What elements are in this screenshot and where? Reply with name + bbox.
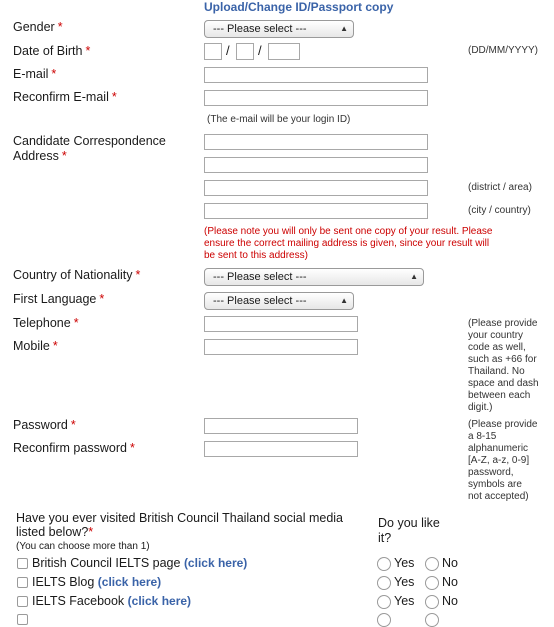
like-no-label: No — [442, 594, 458, 608]
select-arrows-icon: ▲ — [340, 24, 348, 33]
address-line2-input[interactable] — [204, 157, 428, 173]
select-arrows-icon: ▲ — [340, 296, 348, 305]
social-item-label: British Council IELTS page (click here) — [32, 556, 248, 570]
click-here-link[interactable]: (click here) — [97, 575, 162, 589]
reconfirm-email-label: Reconfirm E-mail * — [13, 90, 117, 104]
required-mark: * — [135, 268, 141, 282]
click-here-link[interactable]: (click here) — [127, 594, 192, 608]
like-no-label: No — [442, 575, 458, 589]
note-line: space and dash — [468, 378, 539, 389]
dob-separator: / — [258, 43, 262, 58]
required-mark: * — [57, 20, 63, 34]
login-id-note: (The e-mail will be your login ID) — [207, 114, 351, 125]
dob-day-input[interactable] — [204, 43, 222, 60]
district-hint: (district / area) — [468, 182, 532, 193]
like-question-line1: Do you like — [378, 516, 440, 530]
note-line: [A-Z, a-z, 0-9] — [468, 455, 530, 466]
required-mark: * — [70, 418, 76, 432]
like-yes-radio[interactable] — [377, 576, 391, 590]
note-line: Thailand. No — [468, 366, 525, 377]
required-mark: * — [129, 441, 135, 455]
note-line: digit.) — [468, 402, 493, 413]
nationality-select[interactable]: --- Please select --- ▲ — [204, 268, 424, 286]
reconfirm-email-input[interactable] — [204, 90, 428, 106]
social-item-checkbox[interactable] — [17, 558, 28, 569]
mobile-label: Mobile * — [13, 339, 58, 353]
first-language-select[interactable]: --- Please select --- ▲ — [204, 292, 354, 310]
like-no-radio[interactable] — [425, 613, 439, 627]
note-line: symbols are — [468, 479, 522, 490]
reconfirm-password-input[interactable] — [204, 441, 358, 457]
address-district-input[interactable] — [204, 180, 428, 196]
social-item-label: IELTS Facebook (click here) — [32, 594, 192, 608]
like-question-line2: it? — [378, 531, 392, 545]
telephone-label: Telephone * — [13, 316, 79, 330]
click-here-link[interactable]: (click here) — [183, 556, 248, 570]
social-item-checkbox[interactable] — [17, 596, 28, 607]
note-line: code as well, — [468, 342, 526, 353]
gender-label: Gender * — [13, 20, 63, 34]
like-yes-label: Yes — [394, 556, 415, 570]
note-line: not accepted) — [468, 491, 529, 502]
phone-note — [468, 318, 539, 414]
required-mark: * — [111, 90, 117, 104]
required-mark: * — [99, 292, 105, 306]
mobile-input[interactable] — [204, 339, 358, 355]
required-mark: * — [85, 44, 91, 58]
required-mark: * — [52, 339, 58, 353]
email-input[interactable] — [204, 67, 428, 83]
reconfirm-password-label: Reconfirm password * — [13, 441, 135, 455]
social-question-line1: Have you ever visited British Council Thailand social media — [16, 511, 344, 525]
like-no-label: No — [442, 556, 458, 570]
required-mark: * — [73, 316, 79, 330]
like-yes-radio[interactable] — [377, 613, 391, 627]
like-yes-radio[interactable] — [377, 595, 391, 609]
like-yes-label: Yes — [394, 594, 415, 608]
upload-id-passport-link[interactable]: Upload/Change ID/Passport copy — [204, 0, 394, 14]
address-label-line1: Candidate Correspondence — [13, 134, 166, 148]
social-item-checkbox[interactable] — [17, 614, 28, 625]
note-line: alphanumeric — [468, 443, 529, 454]
address-warning — [204, 226, 493, 262]
social-item-label: IELTS Blog (click here) — [32, 575, 162, 589]
social-question-line2: listed below?* — [16, 525, 94, 539]
password-input[interactable] — [204, 418, 358, 434]
password-label: Password * — [13, 418, 76, 432]
like-no-radio[interactable] — [425, 557, 439, 571]
like-no-radio[interactable] — [425, 595, 439, 609]
like-yes-label: Yes — [394, 575, 415, 589]
dob-year-input[interactable] — [268, 43, 300, 60]
select-arrows-icon: ▲ — [410, 272, 418, 281]
note-line: such as +66 for — [468, 354, 537, 365]
required-mark: * — [88, 525, 94, 539]
note-line: password, — [468, 467, 514, 478]
dob-month-input[interactable] — [236, 43, 254, 60]
address-city-input[interactable] — [204, 203, 428, 219]
required-mark: * — [51, 67, 57, 81]
warning-line: ensure the correct mailing address is given, since your result will — [204, 238, 490, 249]
warning-line: be sent to this address) — [204, 250, 308, 261]
like-yes-radio[interactable] — [377, 557, 391, 571]
gender-select[interactable]: --- Please select --- ▲ — [204, 20, 354, 38]
email-label: E-mail * — [13, 67, 57, 81]
warning-line: (Please note you will only be sent one copy of your result. Please — [204, 226, 493, 237]
note-line: between each — [468, 390, 531, 401]
note-line: your country — [468, 330, 524, 341]
first-language-label: First Language * — [13, 292, 105, 306]
note-line: (Please provide — [468, 419, 538, 430]
social-item-checkbox[interactable] — [17, 577, 28, 588]
address-line1-input[interactable] — [204, 134, 428, 150]
required-mark: * — [61, 149, 67, 163]
note-line: (Please provide — [468, 318, 538, 329]
nationality-label: Country of Nationality * — [13, 268, 141, 282]
address-label-line2: Address * — [13, 149, 67, 163]
dob-label: Date of Birth * — [13, 44, 91, 58]
city-hint: (city / country) — [468, 205, 531, 216]
dob-separator: / — [226, 43, 230, 58]
note-line: a 8-15 — [468, 431, 497, 442]
dob-format-hint: (DD/MM/YYYY) — [468, 45, 538, 56]
telephone-input[interactable] — [204, 316, 358, 332]
password-note — [468, 419, 537, 503]
like-no-radio[interactable] — [425, 576, 439, 590]
social-hint: (You can choose more than 1) — [16, 541, 150, 552]
